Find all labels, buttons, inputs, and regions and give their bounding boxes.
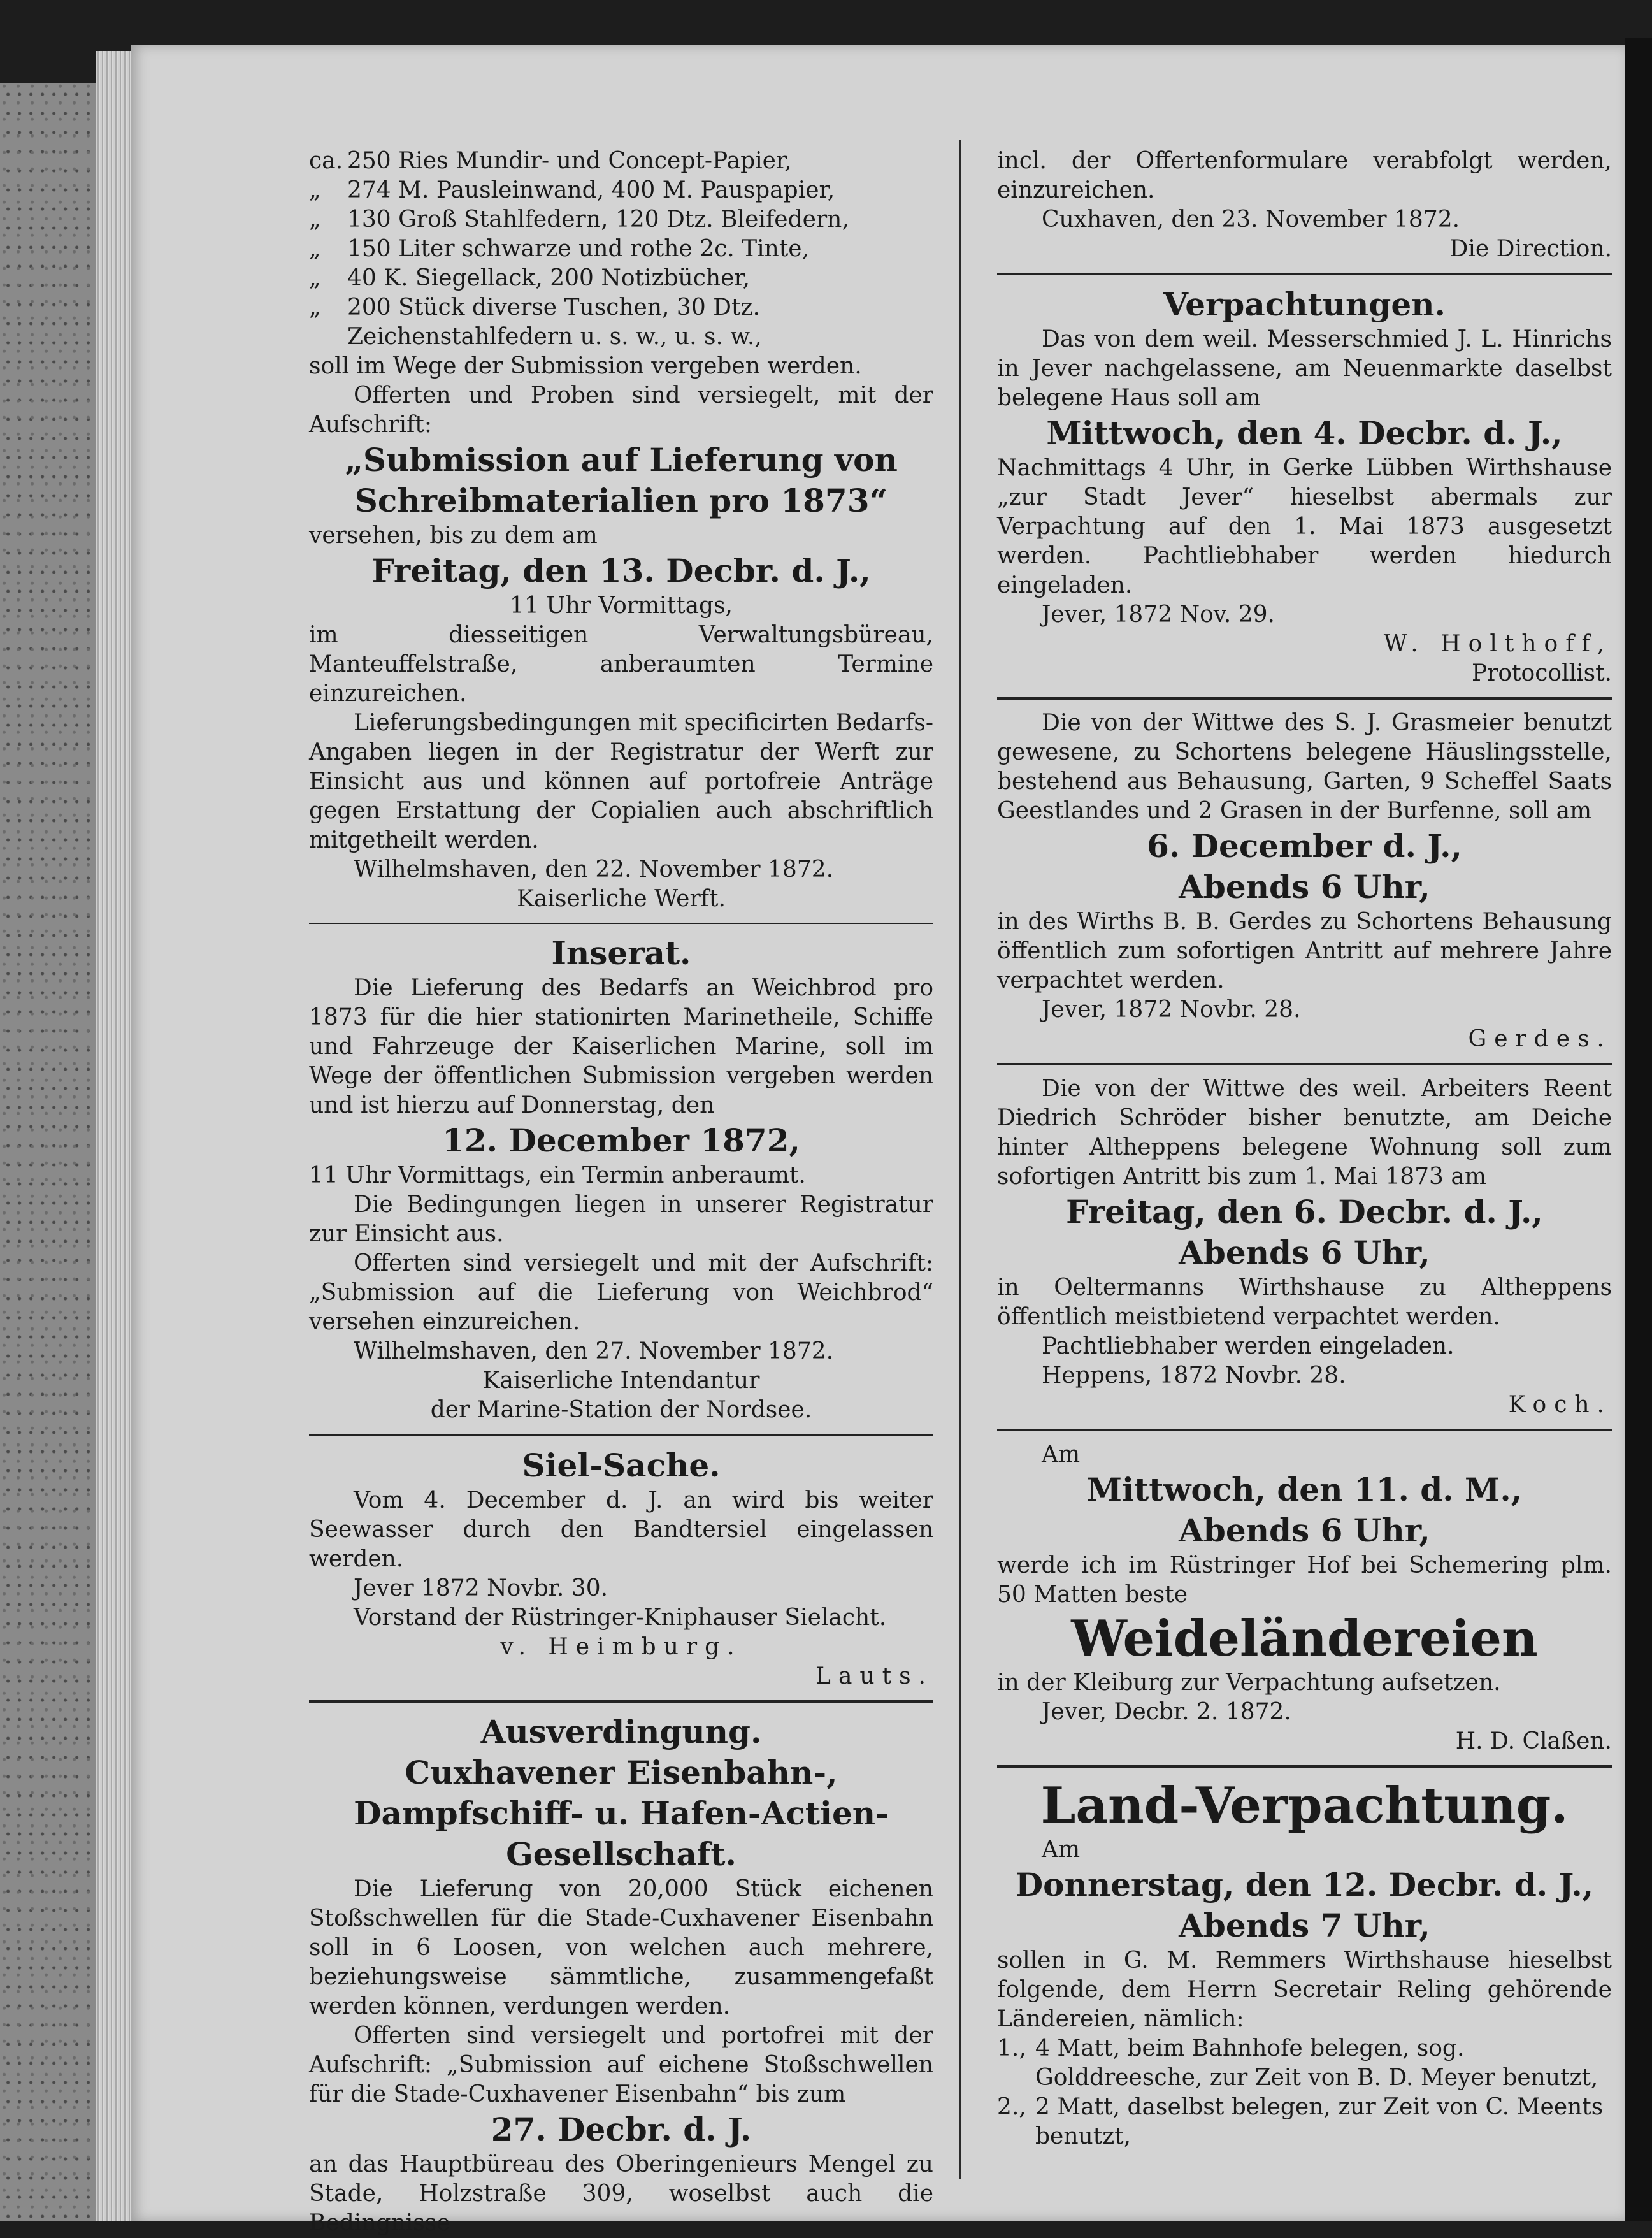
paragraph: in des Wirths B. B. Gerdes zu Schortens Behausung öffentlich zum sofortigen Antritt auf mehrere Jahre verpachtet werden. xyxy=(997,909,1612,993)
separator xyxy=(309,1700,933,1703)
ad-date: 27. Decbr. d. J. xyxy=(491,2111,752,2148)
ad-title: „Submission auf Lieferung von Schreibmaterialien pro 1873“ xyxy=(345,441,898,519)
paragraph: 11 Uhr Vormittags, ein Termin anberaumt. xyxy=(309,1162,806,1188)
paragraph: incl. der Offertenformulare verabfolgt werden, einzureichen. xyxy=(997,148,1612,203)
ad-date: Mittwoch, den 4. Decbr. d. J., xyxy=(1046,414,1563,452)
place-date: Jever, 1872 Novbr. 28. xyxy=(1042,997,1301,1023)
book-cover-edge xyxy=(0,83,96,2221)
place-date: Cuxhaven, den 23. November 1872. xyxy=(1042,206,1460,233)
section-heading: Inserat. xyxy=(551,934,691,972)
list-item: „ 200 Stück diverse Tuschen, 30 Dtz. Zeichenstahlfedern u. s. w., u. s. w., xyxy=(309,294,762,350)
section-heading: Ausverdingung. xyxy=(480,1713,762,1751)
ad-time: Abends 6 Uhr, xyxy=(1179,868,1430,906)
signature: Koch. xyxy=(1508,1392,1612,1418)
list-item: „ 274 M. Pausleinwand, 400 M. Pauspapier, xyxy=(309,177,835,203)
ad-time: Abends 7 Uhr, xyxy=(1179,1907,1430,1944)
section-heading: Verpachtungen. xyxy=(1163,285,1446,323)
signature: Lauts. xyxy=(815,1663,933,1689)
signature: v. Heimburg. xyxy=(500,1634,742,1660)
right-column xyxy=(997,147,1612,2221)
signature: Protocollist. xyxy=(1471,660,1612,686)
ad-time: 11 Uhr Vormittags, xyxy=(509,593,733,619)
paragraph: Lieferungsbedingungen mit specificirten Bedarfs-Angaben liegen in der Registratur der Werft zur Einsicht aus und können auf portofreie Anträge gegen Erstattung der Copialien auch abschriftlich mitgetheilt werden. xyxy=(309,710,933,853)
paragraph: Die von der Wittwe des weil. Arbeiters Reent Diedrich Schröder bisher benutzte, am Deiche hinter Altheppens belegene Wohnung soll zum sofortigen Antritt bis zum 1. Mai 1873 am xyxy=(997,1076,1612,1190)
place-date: Heppens, 1872 Novbr. 28. xyxy=(1042,1362,1346,1389)
paragraph: Vorstand der Rüstringer-Kniphauser Sielacht. xyxy=(354,1605,887,1631)
paragraph: Vom 4. December d. J. an wird bis weiter Seewasser durch den Bandtersiel eingelassen werden. xyxy=(309,1487,933,1572)
list-item: „ 130 Groß Stahlfedern, 120 Dtz. Bleifedern, xyxy=(309,206,849,233)
column-divider xyxy=(959,140,961,2179)
paragraph: an das Hauptbüreau des Oberingenieurs Mengel zu Stade, Holzstraße 309, woselbst auch die Bedingnisse xyxy=(309,2151,933,2236)
left-column xyxy=(309,147,933,2236)
paragraph: im diesseitigen Verwaltungsbüreau, Manteuffelstraße, anberaumten Termine einzureichen. xyxy=(309,622,933,707)
signature: der Marine-Station der Nordsee. xyxy=(430,1397,812,1423)
paragraph: Am xyxy=(1042,1837,1081,1863)
ad-date: Freitag, den 13. Decbr. d. J., xyxy=(371,552,871,589)
separator xyxy=(997,273,1612,275)
section-heading: Siel-Sache. xyxy=(522,1447,721,1484)
place-date: Jever, 1872 Nov. 29. xyxy=(1042,602,1275,628)
ad-date: 6. December d. J., xyxy=(1147,827,1462,865)
land-list xyxy=(997,2034,1612,2151)
list-item: 2., 2 Matt, daselbst belegen, zur Zeit von C. Meents benutzt, xyxy=(997,2094,1604,2149)
paragraph: versehen, bis zu dem am xyxy=(309,523,598,549)
paragraph: Die Bedingungen liegen in unserer Registratur zur Einsicht aus. xyxy=(309,1192,933,1247)
list-item: 1., 4 Matt, beim Bahnhofe belegen, sog. Golddreesche, zur Zeit von B. D. Meyer benutzt, xyxy=(997,2035,1598,2091)
separator xyxy=(997,1765,1612,1768)
company-title: Cuxhavener Eisenbahn-, Dampfschiff- u. Hafen-Actien-Gesellschaft. xyxy=(354,1754,889,1873)
supplies-list xyxy=(309,147,933,352)
separator xyxy=(997,1063,1612,1065)
ad-date: Freitag, den 6. Decbr. d. J., xyxy=(1066,1193,1543,1231)
paragraph: Offerten sind versiegelt und portofrei mit der Aufschrift: „Submission auf eichene Stoßschwellen für die Stade-Cuxhavener Eisenbahn“ bis zum xyxy=(309,2023,933,2107)
ad-time: Abends 6 Uhr, xyxy=(1179,1512,1430,1549)
paragraph: sollen in G. M. Remmers Wirthshause hieselbst folgende, dem Herrn Secretair Reling gehörende Ländereien, nämlich: xyxy=(997,1947,1612,2032)
place-date: Jever, Decbr. 2. 1872. xyxy=(1042,1699,1291,1725)
place-date: Wilhelmshaven, den 22. November 1872. xyxy=(354,856,834,883)
separator xyxy=(309,1434,933,1436)
paragraph: Offerten sind versiegelt und mit der Aufschrift: „Submission auf die Lieferung von Weichbrod“ versehen einzureichen. xyxy=(309,1250,933,1335)
paragraph: Nachmittags 4 Uhr, in Gerke Lübben Wirthshause „zur Stadt Jever“ hieselbst abermals zur Verpachtung auf den 1. Mai 1873 ausgesetzt werden. Pachtliebhaber werden hiedurch eingeladen. xyxy=(997,455,1612,598)
signature: W. Holthoff, xyxy=(1383,631,1612,657)
signature: H. D. Claßen. xyxy=(1455,1728,1612,1754)
separator xyxy=(997,1429,1612,1431)
paragraph: werde ich im Rüstringer Hof bei Schemering plm. 50 Matten beste xyxy=(997,1552,1612,1608)
separator xyxy=(997,697,1612,700)
paragraph: Die Lieferung des Bedarfs an Weichbrod pro 1873 für die hier stationirten Marinetheile, Schiffe und Fahrzeuge der Kaiserlichen Marine, soll im Wege der öffentlichen Submission vergeben werden und ist hierzu auf Donnerstag, den xyxy=(309,975,933,1118)
paragraph: in der Kleiburg zur Verpachtung aufsetzen. xyxy=(997,1670,1501,1696)
signature: Gerdes. xyxy=(1468,1026,1612,1052)
ad-date: Mittwoch, den 11. d. M., xyxy=(1086,1471,1523,1508)
paragraph: Pachtliebhaber werden eingeladen. xyxy=(1042,1333,1454,1359)
ad-date: 12. December 1872, xyxy=(442,1122,800,1159)
paragraph: soll im Wege der Submission vergeben werden. xyxy=(309,353,862,379)
ad-time: Abends 6 Uhr, xyxy=(1179,1234,1430,1271)
list-item: „ 40 K. Siegellack, 200 Notizbücher, xyxy=(309,265,751,291)
paragraph: Am xyxy=(1042,1441,1081,1468)
ad-title: Weideländereien xyxy=(1071,1610,1538,1668)
separator xyxy=(309,923,933,924)
place-date: Wilhelmshaven, den 27. November 1872. xyxy=(354,1338,834,1364)
page-shadow xyxy=(1625,38,1652,2221)
signature: Die Direction. xyxy=(1449,236,1612,262)
signature: Kaiserliche Intendantur xyxy=(482,1368,760,1394)
paragraph: Offerten und Proben sind versiegelt, mit der Aufschrift: xyxy=(309,382,933,438)
paragraph: Das von dem weil. Messerschmied J. L. Hinrichs in Jever nachgelassene, am Neuenmarkte daselbst belegene Haus soll am xyxy=(997,326,1612,411)
signature: Kaiserliche Werft. xyxy=(517,886,726,912)
place-date: Jever 1872 Novbr. 30. xyxy=(354,1575,608,1601)
paragraph: Die Lieferung von 20,000 Stück eichenen Stoßschwellen für die Stade-Cuxhavener Eisenbahn soll in 6 Loosen, von welchen auch mehrere, beziehungsweise sämmtliche, zusammengefaßt werden können, verdungen werden. xyxy=(309,1876,933,2019)
ad-date: Donnerstag, den 12. Decbr. d. J., xyxy=(1015,1866,1594,1903)
paragraph: Die von der Wittwe des S. J. Grasmeier benutzt gewesene, zu Schortens belegene Häuslingsstelle, bestehend aus Behausung, Garten, 9 Scheffel Saats Geestlandes und 2 Grasen in der Burfenne, soll am xyxy=(997,710,1612,824)
list-item: ca. 250 Ries Mundir- und Concept-Papier, xyxy=(309,148,792,174)
section-heading: Land-Verpachtung. xyxy=(1040,1777,1569,1835)
paragraph: in Oeltermanns Wirthshause zu Altheppens öffentlich meistbietend verpachtet werden. xyxy=(997,1274,1612,1330)
list-item: „ 150 Liter schwarze und rothe 2c. Tinte, xyxy=(309,236,810,262)
